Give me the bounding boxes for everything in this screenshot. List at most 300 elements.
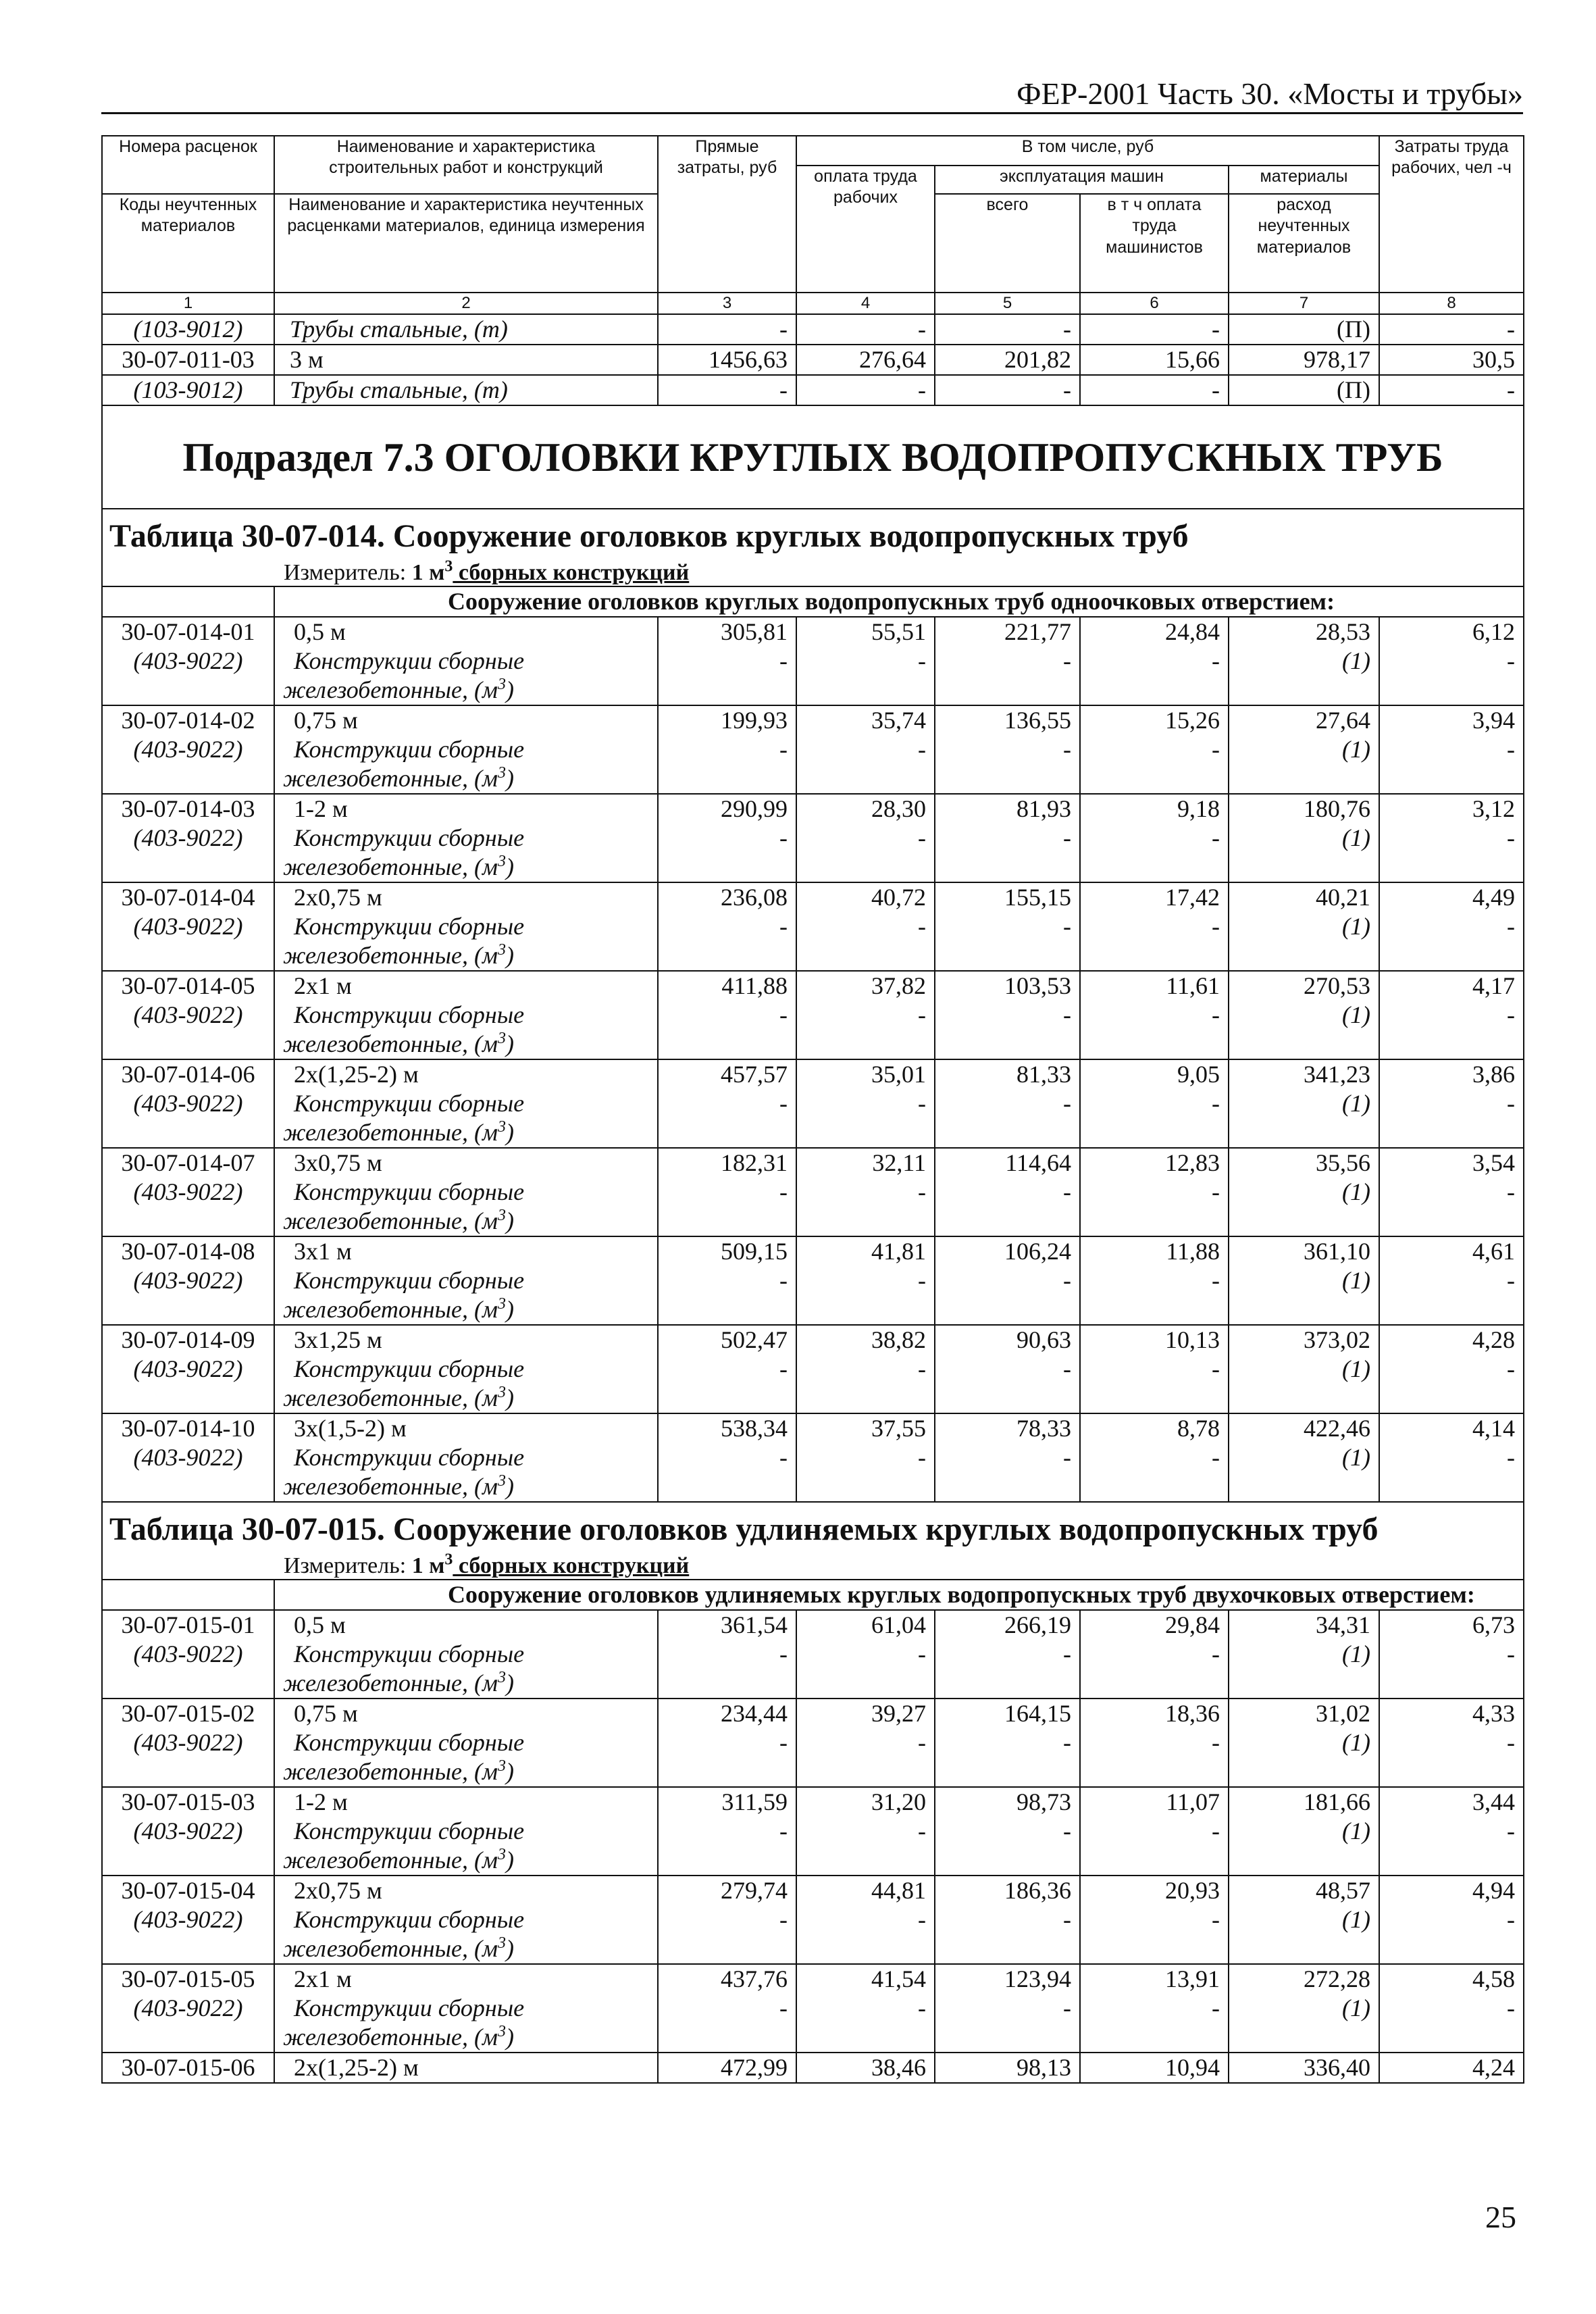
material-name-line2 — [283, 1207, 649, 1236]
value-mat — [1229, 1964, 1379, 2053]
value-labor — [796, 1699, 935, 1787]
value-mat — [1229, 1059, 1379, 1148]
value-main: 34,31 — [1316, 1611, 1370, 1638]
table-row — [102, 1236, 1524, 1325]
value-material: - — [918, 647, 926, 674]
value-mach — [935, 1699, 1080, 1787]
material-name-line2 — [283, 1118, 649, 1147]
value-main: 3,44 — [1472, 1788, 1515, 1815]
rate-name — [274, 617, 658, 705]
value-direct — [658, 794, 796, 882]
value-main: 35,74 — [871, 707, 926, 734]
value-mach: - — [935, 314, 1080, 345]
header-machinists-pay: в т ч оплата труда машинистов — [1080, 194, 1229, 293]
value-hours — [1379, 1876, 1524, 1964]
value-main: 55,51 — [871, 618, 926, 645]
value-main: 4,33 — [1472, 1700, 1515, 1727]
value-mat — [1229, 1236, 1379, 1325]
value-direct — [658, 1236, 796, 1325]
rate-number: 30-07-014-08 — [121, 1238, 255, 1265]
table-row — [102, 882, 1524, 971]
value-main: 6,73 — [1472, 1611, 1515, 1638]
value-hours — [1379, 1236, 1524, 1325]
header-materials: материалы — [1229, 166, 1379, 194]
material-name-line1: Конструкции сборные — [294, 824, 525, 851]
material-unit-text: железобетонные, (м — [283, 1846, 498, 1873]
table-row — [102, 1699, 1524, 1787]
meter-unit-text: 1 м — [411, 1553, 445, 1578]
value-main: 11,61 — [1166, 972, 1220, 999]
material-unit-sup: 3 — [497, 1757, 506, 1775]
value-main: 3,86 — [1472, 1061, 1515, 1088]
value-hours — [1379, 2053, 1524, 2083]
value-material: (1) — [1342, 824, 1370, 851]
value-labor — [796, 1236, 935, 1325]
material-code: (403-9022) — [133, 1001, 243, 1028]
value-hours — [1379, 617, 1524, 705]
rate-number: 30-07-014-02 — [121, 707, 255, 734]
rate-number: 30-07-014-05 — [121, 972, 255, 999]
group-row — [102, 586, 1524, 617]
value-main: 24,84 — [1165, 618, 1220, 645]
value-material: - — [779, 736, 788, 763]
value-material: - — [779, 824, 788, 851]
value-hours — [1379, 1964, 1524, 2053]
subsection-band — [102, 405, 1524, 509]
material-unit-text: железобетонные, (м — [283, 765, 498, 792]
value-main: 272,28 — [1304, 1965, 1370, 1992]
rate-name — [274, 1876, 658, 1964]
value-main: 4,58 — [1472, 1965, 1515, 1992]
value-mat — [1229, 2053, 1379, 2083]
material-unit-sup: 3 — [497, 676, 506, 693]
rate-name — [274, 1236, 658, 1325]
value-main: 4,24 — [1472, 2054, 1515, 2081]
value-main: 472,99 — [721, 2054, 788, 2081]
header-unaccounted-materials: расход неучтенных материалов — [1229, 194, 1379, 293]
value-main: 17,42 — [1165, 884, 1220, 911]
value-mat — [1229, 1148, 1379, 1236]
rate-name — [274, 1059, 658, 1148]
value-material: (1) — [1342, 647, 1370, 674]
material-unit-close: ) — [505, 1296, 514, 1323]
value-material: - — [1063, 913, 1071, 940]
group-code-empty — [102, 1580, 274, 1610]
group-row — [102, 1580, 1524, 1610]
rate-code — [102, 2053, 274, 2083]
value-material: - — [1507, 913, 1515, 940]
material-unit-sup: 3 — [497, 1118, 506, 1136]
material-code: (403-9022) — [133, 1267, 243, 1294]
table-row — [102, 971, 1524, 1059]
rate-name — [274, 1610, 658, 1699]
running-header: ФЕР-2001 Часть 30. «Мосты и трубы» — [1016, 76, 1523, 111]
material-name-line1: Конструкции сборные — [294, 1729, 525, 1756]
value-mach — [935, 794, 1080, 882]
material-code: (403-9022) — [133, 1355, 243, 1382]
material-code: (403-9022) — [133, 736, 243, 763]
rate-name — [274, 794, 658, 882]
value-material: - — [779, 647, 788, 674]
value-material: - — [1212, 1178, 1220, 1205]
table-title: Таблица 30-07-014. Сооружение оголовков круглых водопропускных труб — [109, 518, 1189, 554]
value-mach-labor: - — [1080, 314, 1229, 345]
value-mat: (П) — [1229, 375, 1379, 405]
rate-title: 2х0,75 м — [294, 884, 382, 911]
value-material: - — [918, 1444, 926, 1471]
rate-name — [274, 1148, 658, 1236]
rate-name — [274, 1699, 658, 1787]
rate-code — [102, 1876, 274, 1964]
value-main: 199,93 — [721, 707, 788, 734]
value-material: - — [779, 1178, 788, 1205]
rate-name — [274, 705, 658, 794]
value-mach-labor — [1080, 1699, 1229, 1787]
value-material: - — [918, 1178, 926, 1205]
value-main: 35,56 — [1316, 1149, 1370, 1176]
value-direct — [658, 1787, 796, 1876]
value-material: - — [779, 1444, 788, 1471]
material-unit-sup: 3 — [497, 764, 506, 782]
rate-name — [274, 882, 658, 971]
material-name-line2 — [283, 853, 649, 882]
material-unit-close: ) — [505, 2023, 514, 2051]
rates-table — [101, 135, 1524, 2084]
value-mach: 201,82 — [935, 345, 1080, 375]
table-row — [102, 314, 1524, 345]
value-material: - — [1212, 1729, 1220, 1756]
value-material: - — [1063, 1640, 1071, 1667]
value-material: - — [779, 1994, 788, 2021]
value-material: - — [779, 1640, 788, 1667]
material-unit-sup: 3 — [497, 853, 506, 870]
rate-title: 3х(1,5-2) м — [294, 1415, 407, 1442]
material-name-line2 — [283, 1295, 649, 1324]
value-mach-labor — [1080, 1610, 1229, 1699]
value-mach — [935, 1148, 1080, 1236]
material-unit-text: железобетонные, (м — [283, 1030, 498, 1057]
material-unit-sup: 3 — [497, 1207, 506, 1224]
value-main: 35,01 — [871, 1061, 926, 1088]
value-main: 78,33 — [1016, 1415, 1071, 1442]
meter-unit-sup: 3 — [444, 1551, 453, 1569]
rate-name — [274, 1964, 658, 2053]
material-name-line2 — [283, 941, 649, 970]
value-main: 37,55 — [871, 1415, 926, 1442]
value-mach — [935, 1413, 1080, 1502]
value-mach-labor: - — [1080, 375, 1229, 405]
material-unit-text: железобетонные, (м — [283, 1119, 498, 1146]
material-name-line1: Конструкции сборные — [294, 736, 525, 763]
value-labor — [796, 1876, 935, 1964]
rate-number: 30-07-015-06 — [121, 2054, 255, 2081]
rate-number: 30-07-014-10 — [121, 1415, 255, 1442]
rate-name: Трубы стальные, (т) — [274, 314, 658, 345]
value-main: 38,82 — [871, 1326, 926, 1353]
value-mach-labor — [1080, 2053, 1229, 2083]
material-unit-close: ) — [505, 1207, 514, 1234]
value-hours — [1379, 1787, 1524, 1876]
material-name-line1: Конструкции сборные — [294, 1178, 525, 1205]
rate-number: 30-07-015-02 — [121, 1700, 255, 1727]
value-material: - — [918, 824, 926, 851]
value-main: 31,20 — [871, 1788, 926, 1815]
value-main: 3,54 — [1472, 1149, 1515, 1176]
rate-title: 3х1 м — [294, 1238, 352, 1265]
value-main: 290,99 — [721, 795, 788, 822]
value-main: 103,53 — [1004, 972, 1071, 999]
value-material: - — [1212, 1001, 1220, 1028]
rate-code — [102, 617, 274, 705]
value-material: - — [1507, 1001, 1515, 1028]
page-number: 25 — [1485, 2200, 1516, 2234]
column-number-2: 2 — [274, 293, 658, 314]
value-main: 38,46 — [871, 2054, 926, 2081]
value-material: - — [779, 1817, 788, 1844]
value-mat — [1229, 971, 1379, 1059]
material-name-line1: Конструкции сборные — [294, 913, 525, 940]
value-main: 98,13 — [1016, 2054, 1071, 2081]
rate-code — [102, 971, 274, 1059]
material-name-line2 — [283, 676, 649, 705]
value-main: 221,77 — [1004, 618, 1071, 645]
rate-number: 30-07-014-04 — [121, 884, 255, 911]
value-main: 32,11 — [872, 1149, 926, 1176]
value-main: 29,84 — [1165, 1611, 1220, 1638]
value-main: 236,08 — [721, 884, 788, 911]
material-unit-text: железобетонные, (м — [283, 853, 498, 880]
material-unit-sup: 3 — [497, 1472, 506, 1490]
value-main: 48,57 — [1316, 1877, 1370, 1904]
value-material: - — [1212, 913, 1220, 940]
table-row — [102, 617, 1524, 705]
value-main: 4,14 — [1472, 1415, 1515, 1442]
value-mach — [935, 1236, 1080, 1325]
value-labor — [796, 1787, 935, 1876]
rate-title: 2х(1,25-2) м — [294, 2054, 419, 2081]
value-material: - — [779, 1906, 788, 1933]
rate-number: 30-07-015-05 — [121, 1965, 255, 1992]
value-main: 37,82 — [871, 972, 926, 999]
value-labor — [796, 1148, 935, 1236]
material-name-line1: Конструкции сборные — [294, 1355, 525, 1382]
value-main: 9,05 — [1177, 1061, 1220, 1088]
material-code: (403-9022) — [133, 647, 243, 674]
material-unit-text: железобетонные, (м — [283, 2023, 498, 2051]
value-direct — [658, 617, 796, 705]
value-main: 437,76 — [721, 1965, 788, 1992]
value-material: - — [779, 1090, 788, 1117]
table-row — [102, 375, 1524, 405]
value-material: - — [1063, 1355, 1071, 1382]
material-name-line1: Конструкции сборные — [294, 1640, 525, 1667]
value-mat — [1229, 1325, 1379, 1413]
value-main: 136,55 — [1004, 707, 1071, 734]
value-main: 411,88 — [721, 972, 788, 999]
rate-code — [102, 1699, 274, 1787]
value-main: 155,15 — [1004, 884, 1071, 911]
material-name-line2 — [283, 1030, 649, 1059]
value-labor — [796, 1325, 935, 1413]
value-material: - — [1507, 1267, 1515, 1294]
value-material: (1) — [1342, 1267, 1370, 1294]
value-material: (1) — [1342, 913, 1370, 940]
header-labor-pay: оплата труда рабочих — [796, 166, 935, 293]
value-main: 457,57 — [721, 1061, 788, 1088]
value-main: 6,12 — [1472, 618, 1515, 645]
meter-unit-sup: 3 — [444, 557, 453, 576]
value-main: 422,46 — [1304, 1415, 1370, 1442]
value-direct — [658, 1325, 796, 1413]
value-direct — [658, 1413, 796, 1502]
value-labor — [796, 882, 935, 971]
value-mach-labor — [1080, 1964, 1229, 2053]
value-main: 538,34 — [721, 1415, 788, 1442]
material-name-line2 — [283, 1472, 649, 1501]
value-mat — [1229, 1413, 1379, 1502]
value-material: - — [1063, 1090, 1071, 1117]
value-main: 123,94 — [1004, 1965, 1071, 1992]
value-material: - — [1212, 1994, 1220, 2021]
value-main: 502,47 — [721, 1326, 788, 1353]
value-main: 20,93 — [1165, 1877, 1220, 1904]
value-main: 341,23 — [1304, 1061, 1370, 1088]
value-material: - — [1063, 647, 1071, 674]
value-material: - — [1507, 1355, 1515, 1382]
value-material: - — [1212, 1817, 1220, 1844]
value-main: 4,49 — [1472, 884, 1515, 911]
value-main: 186,36 — [1004, 1877, 1071, 1904]
value-mach-labor — [1080, 1148, 1229, 1236]
rate-code — [102, 1964, 274, 2053]
table-014-title-band — [102, 509, 1524, 586]
rate-code — [102, 1059, 274, 1148]
material-unit-sup: 3 — [497, 1669, 506, 1686]
header-unaccounted-codes: Коды неучтенных материалов — [102, 194, 274, 293]
material-name-line2 — [283, 764, 649, 793]
material-name-line2 — [283, 1669, 649, 1698]
value-hours — [1379, 794, 1524, 882]
rate-name — [274, 971, 658, 1059]
value-main: 181,66 — [1304, 1788, 1370, 1815]
value-mat — [1229, 1787, 1379, 1876]
material-unit-sup: 3 — [497, 2023, 506, 2040]
value-main: 28,30 — [871, 795, 926, 822]
value-main: 234,44 — [721, 1700, 788, 1727]
material-code: (403-9022) — [133, 1729, 243, 1756]
table-meter — [111, 555, 1515, 586]
value-mach: - — [935, 375, 1080, 405]
value-main: 182,31 — [721, 1149, 788, 1176]
value-labor — [796, 705, 935, 794]
value-main: 266,19 — [1004, 1611, 1071, 1638]
material-unit-text: железобетонные, (м — [283, 1207, 498, 1234]
value-material: - — [1063, 736, 1071, 763]
value-labor — [796, 1964, 935, 2053]
value-main: 361,54 — [721, 1611, 788, 1638]
value-mach-labor — [1080, 1236, 1229, 1325]
value-main: 311,59 — [721, 1788, 788, 1815]
value-mach-labor — [1080, 1413, 1229, 1502]
material-unit-text: железобетонные, (м — [283, 1758, 498, 1785]
material-unit-close: ) — [505, 676, 514, 703]
material-unit-close: ) — [505, 1669, 514, 1696]
value-main: 373,02 — [1304, 1326, 1370, 1353]
value-main: 81,93 — [1016, 795, 1071, 822]
material-name-line1: Конструкции сборные — [294, 1994, 525, 2021]
material-name-line1: Конструкции сборные — [294, 1817, 525, 1844]
value-mach — [935, 882, 1080, 971]
value-mach-labor — [1080, 1876, 1229, 1964]
table-014-title-band-cell — [102, 509, 1524, 586]
value-material: - — [1063, 1267, 1071, 1294]
value-material: - — [779, 1267, 788, 1294]
value-material: - — [779, 1001, 788, 1028]
value-material: (1) — [1342, 1444, 1370, 1471]
column-number-1: 1 — [102, 293, 274, 314]
header-unaccounted-name: Наименование и характеристика неучтенных расценками материалов, единица измерения — [274, 194, 658, 293]
rate-name — [274, 1413, 658, 1502]
value-material: - — [1063, 1178, 1071, 1205]
rate-code — [102, 794, 274, 882]
material-name-line1: Конструкции сборные — [294, 1090, 525, 1117]
value-labor: 276,64 — [796, 345, 935, 375]
value-material: (1) — [1342, 1729, 1370, 1756]
rate-title: 0,5 м — [294, 1611, 346, 1638]
value-main: 305,81 — [721, 618, 788, 645]
value-direct — [658, 1059, 796, 1148]
value-main: 18,36 — [1165, 1700, 1220, 1727]
value-material: - — [1507, 647, 1515, 674]
value-material: (1) — [1342, 1817, 1370, 1844]
value-mach-labor — [1080, 971, 1229, 1059]
value-hours — [1379, 1610, 1524, 1699]
value-hours — [1379, 882, 1524, 971]
material-unit-close: ) — [505, 1758, 514, 1785]
value-material: - — [918, 1640, 926, 1667]
material-unit-close: ) — [505, 1935, 514, 1962]
rate-code — [102, 882, 274, 971]
value-material: - — [918, 1090, 926, 1117]
value-direct — [658, 705, 796, 794]
value-material: - — [1507, 1906, 1515, 1933]
material-unit-sup: 3 — [497, 1384, 506, 1401]
value-mach-labor: 15,66 — [1080, 345, 1229, 375]
value-main: 509,15 — [721, 1238, 788, 1265]
material-name-line2 — [283, 1757, 649, 1786]
material-name-line2 — [283, 1384, 649, 1413]
rate-code — [102, 1413, 274, 1502]
value-main: 40,21 — [1316, 884, 1370, 911]
value-main: 44,81 — [871, 1877, 926, 1904]
value-mach-labor — [1080, 882, 1229, 971]
value-main: 270,53 — [1304, 972, 1370, 999]
value-material: - — [1507, 1444, 1515, 1471]
table-row — [102, 1964, 1524, 2053]
value-mach-labor — [1080, 617, 1229, 705]
value-labor — [796, 794, 935, 882]
value-material: - — [1063, 1994, 1071, 2021]
value-main: 164,15 — [1004, 1700, 1071, 1727]
value-main: 106,24 — [1004, 1238, 1071, 1265]
column-number-6: 6 — [1080, 293, 1229, 314]
value-mat — [1229, 794, 1379, 882]
group-title: Сооружение оголовков удлиняемых круглых водопропускных труб двухочковых отверстием: — [274, 1580, 1524, 1610]
meter-unit — [411, 557, 690, 585]
value-mat: (П) — [1229, 314, 1379, 345]
material-name-line1: Конструкции сборные — [294, 1001, 525, 1028]
rate-name: Трубы стальные, (т) — [274, 375, 658, 405]
